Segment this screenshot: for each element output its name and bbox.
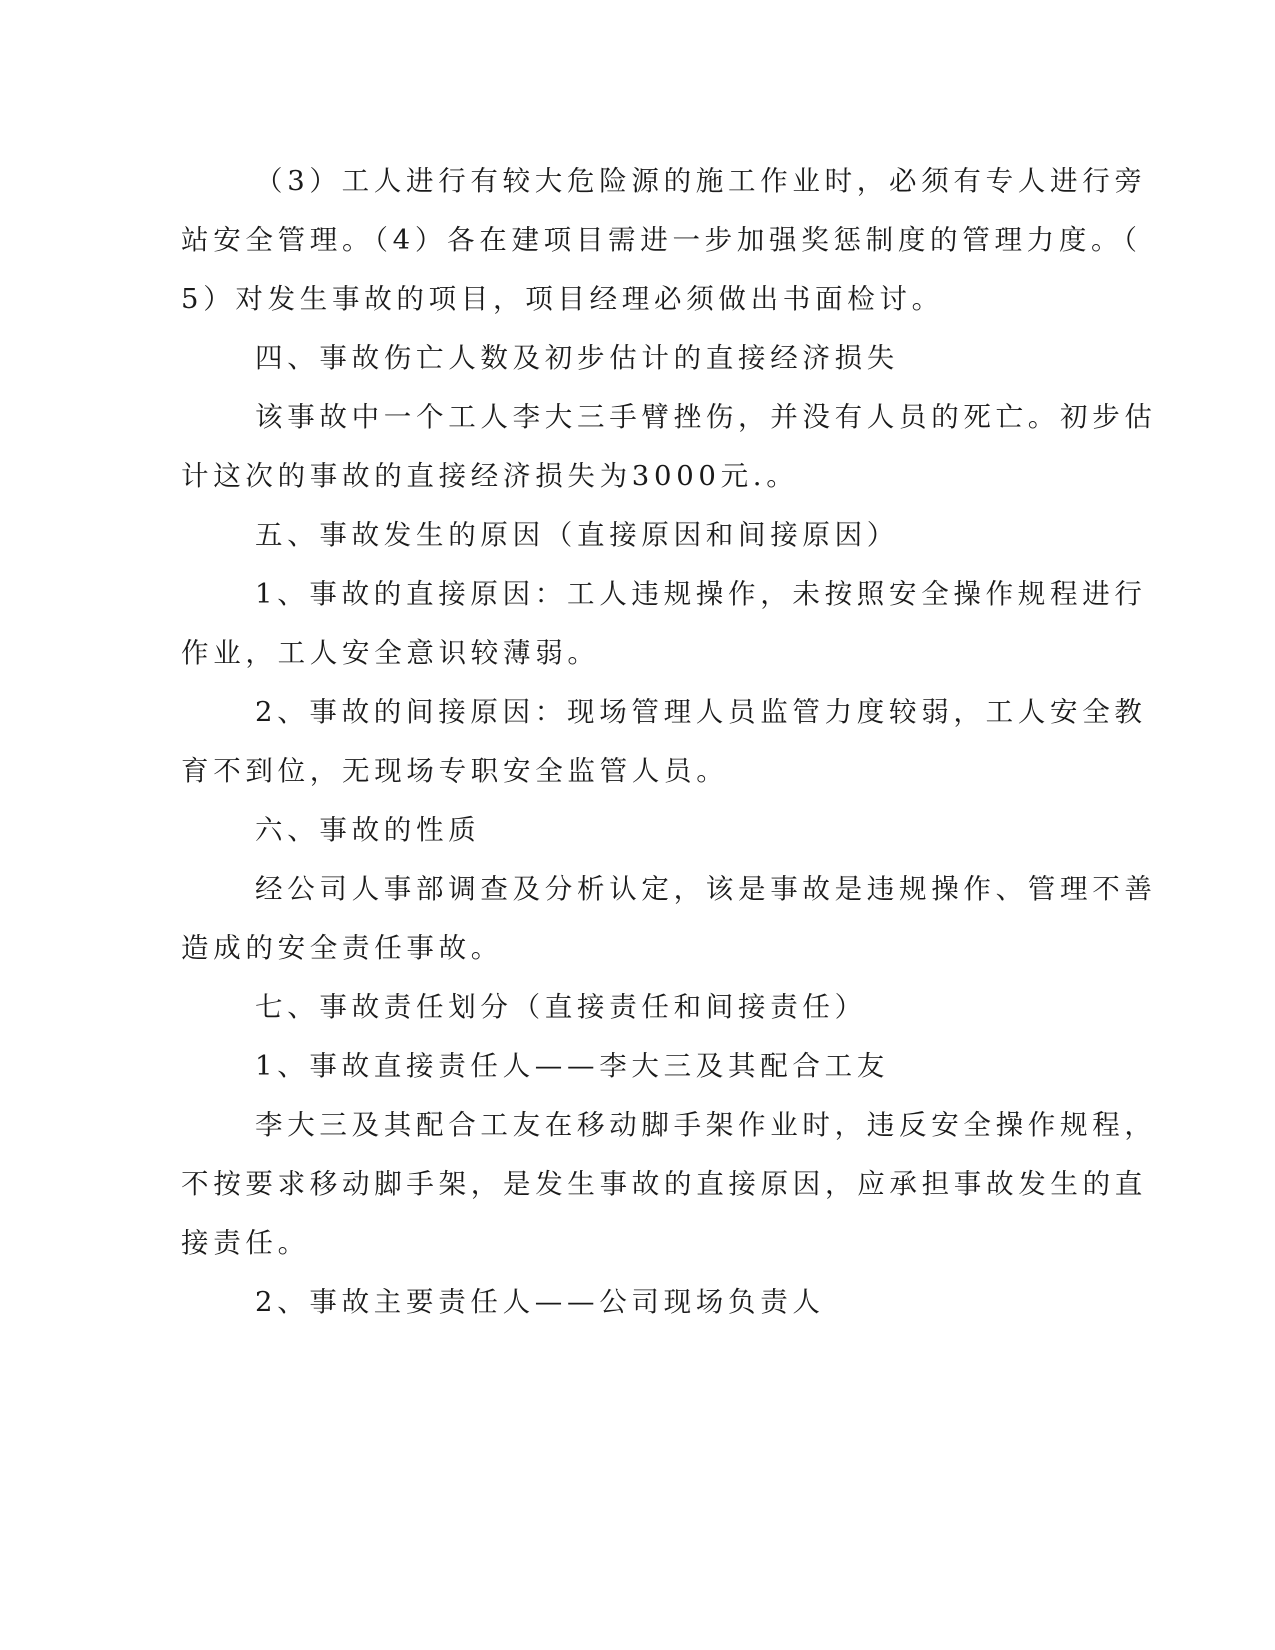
paragraph-line: 2、事故的间接原因：现场管理人员监管力度较弱，工人安全教 bbox=[255, 696, 1147, 728]
paragraph-line: （3）工人进行有较大危险源的施工作业时，必须有专人进行旁 bbox=[255, 165, 1147, 197]
paragraph-line: 1、事故直接责任人——李大三及其配合工友 bbox=[255, 1050, 889, 1082]
paragraph-line: 站安全管理。（4）各在建项目需进一步加强奖惩制度的管理力度。（ bbox=[181, 224, 1142, 256]
paragraph-line: 不按要求移动脚手架，是发生事故的直接原因，应承担事故发生的直 bbox=[181, 1168, 1147, 1200]
paragraph-line: 接责任。 bbox=[181, 1227, 310, 1259]
section-heading: 六、事故的性质 bbox=[255, 814, 481, 846]
paragraph-line: 经公司人事部调查及分析认定，该是事故是违规操作、管理不善 bbox=[255, 873, 1157, 905]
section-heading: 四、事故伤亡人数及初步估计的直接经济损失 bbox=[255, 342, 899, 374]
section-heading: 七、事故责任划分（直接责任和间接责任） bbox=[255, 991, 867, 1023]
paragraph-line: 育不到位，无现场专职安全监管人员。 bbox=[181, 755, 729, 787]
paragraph-line: 造成的安全责任事故。 bbox=[181, 932, 503, 964]
paragraph-line: 作业，工人安全意识较薄弱。 bbox=[181, 637, 600, 669]
paragraph-line: 1、事故的直接原因：工人违规操作，未按照安全操作规程进行 bbox=[255, 578, 1147, 610]
section-heading: 五、事故发生的原因（直接原因和间接原因） bbox=[255, 519, 899, 551]
paragraph-line: 李大三及其配合工友在移动脚手架作业时，违反安全操作规程， bbox=[255, 1109, 1157, 1141]
paragraph-line: 5）对发生事故的项目，项目经理必须做出书面检讨。 bbox=[181, 283, 944, 315]
paragraph-line: 2、事故主要责任人——公司现场负责人 bbox=[255, 1286, 825, 1318]
paragraph-line: 计这次的事故的直接经济损失为3000元.。 bbox=[181, 460, 799, 492]
paragraph-line: 该事故中一个工人李大三手臂挫伤，并没有人员的死亡。初步估 bbox=[255, 401, 1157, 433]
